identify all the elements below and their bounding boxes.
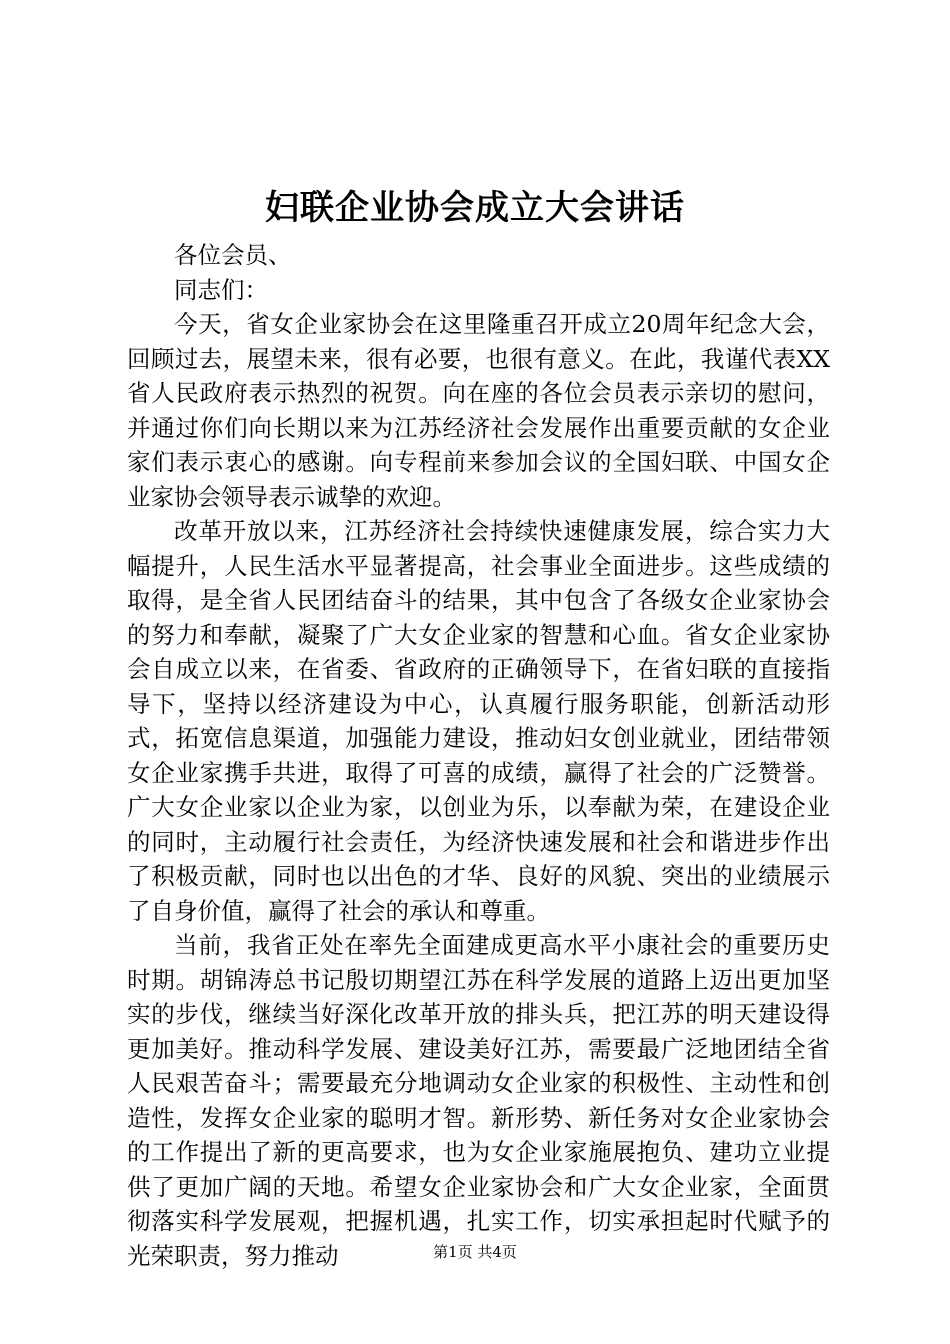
- body-paragraph: 改革开放以来，江苏经济社会持续快速健康发展，综合实力大幅提升，人民生活水平显著提高，社会事业全面进步。这些成绩的取得，是全省人民团结奋斗的结果，其中包含了各级女企业家协会的努力和奉献，凝聚了广大女企业家的智慧和心血。省女企业家协会自成立以来，在省委、省政府的正确领导下，在省妇联的直接指导下，坚持以经济建设为中心，认真履行服务职能，创新活动形式，拓宽信息渠道，加强能力建设，推动妇女创业就业，团结带领女企业家携手共进，取得了可喜的成绩，赢得了社会的广泛赞誉。广大女企业家以企业为家，以创业为乐，以奉献为荣，在建设企业的同时，主动履行社会责任，为经济快速发展和社会和谐进步作出了积极贡献，同时也以出色的才华、良好的风貌、突出的业绩展示了自身价值，赢得了社会的承认和尊重。: [127, 517, 830, 925]
- body-paragraph: 当前，我省正处在率先全面建成更高水平小康社会的重要历史时期。胡锦涛总书记殷切期望江苏在科学发展的道路上迈出更加坚实的步伐，继续当好深化改革开放的排头兵，把江苏的明天建设得更加美好。推动科学发展、建设美好江苏，需要最广泛地团结全省人民艰苦奋斗；需要最充分地调动女企业家的积极性、主动性和创造性，发挥女企业家的聪明才智。新形势、新任务对女企业家协会的工作提出了新的更高要求，也为女企业家施展抱负、建功立业提供了更加广阔的天地。希望女企业家协会和广大女企业家，全面贯彻落实科学发展观，把握机遇，扎实工作，切实承担起时代赋予的光荣职责，努力推动: [127, 931, 830, 1270]
- page-total: 共4页: [477, 1243, 517, 1261]
- page-number: 第1页: [433, 1243, 473, 1261]
- document-title: 妇联企业协会成立大会讲话: [265, 188, 685, 228]
- document-body: [127, 238, 830, 1273]
- body-paragraph: 今天，省女企业家协会在这里隆重召开成立20周年纪念大会，回顾过去，展望未来，很有必要，也很有意义。在此，我谨代表XX省人民政府表示热烈的祝贺。向在座的各位会员表示亲切的慰问，并通过你们向长期以来为江苏经济社会发展作出重要贡献的女企业家们表示衷心的感谢。向专程前来参加会议的全国妇联、中国女企业家协会领导表示诚挚的欢迎。: [127, 310, 830, 511]
- greeting-line: 同志们：: [174, 275, 268, 304]
- greeting-line: 各位会员、: [174, 241, 292, 269]
- page-footer: [0, 1240, 950, 1264]
